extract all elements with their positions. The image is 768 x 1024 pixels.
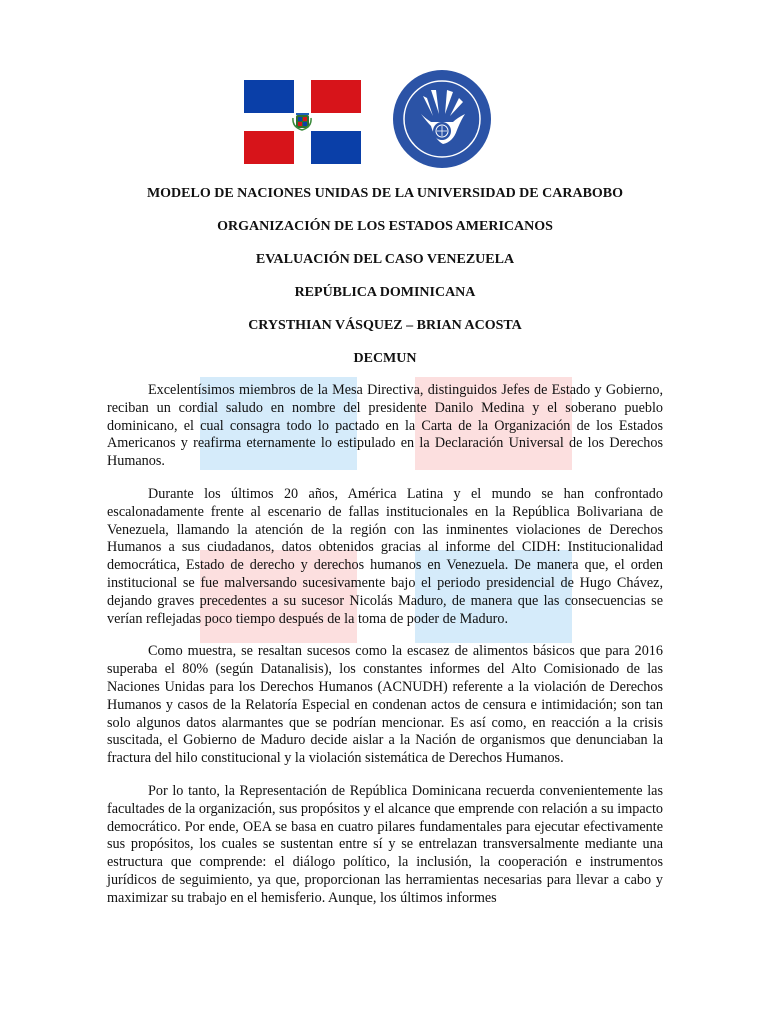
heading-model-un: MODELO DE NACIONES UNIDAS DE LA UNIVERSIDAD DE CARABOBO — [146, 186, 624, 201]
heading-case: EVALUACIÓN DEL CASO VENEZUELA — [255, 252, 515, 267]
paragraph-evidence: Como muestra, se resaltan sucesos como la escasez de alimentos básicos que para 2016 superaba el 80% (según Datanalisis), los constantes informes del Alto Comisionado de las Naciones Unidas para los Derechos Humanos (ACNUDH) referente a la violación de Derechos Humanos y casos de la Relatoría Especial en condenan actos de censura e intimidación; son tan solo algunos datos alarmantes que se podrían mencionar. Es así como, en reacción a la crisis suscitada, el Gobierno de Maduro decide aislar a la Nación de organismos que denunciaban la fractura del hilo constitucional y la violación sistemática de Derechos Humanos. — [107, 643, 663, 767]
heading-country: REPÚBLICA DOMINICANA — [294, 285, 476, 300]
paragraph-greeting: Excelentísimos miembros de la Mesa Directiva, distinguidos Jefes de Estado y Gobierno, reciban un cordial saludo en nombre del presidente Danilo Medina y el soberano pueblo dominicano, el cual consagra todo lo pactado en la Carta de la Organización de los Estados Americanos y reafirma eternamente lo estipulado en la Declaración Universal de los Derechos Humanos. — [107, 382, 663, 470]
heading-decmun: DECMUN — [353, 351, 417, 366]
header-logos — [0, 70, 768, 170]
dominican-flag-icon — [244, 80, 361, 164]
heading-organization: ORGANIZACIÓN DE LOS ESTADOS AMERICANOS — [217, 219, 553, 234]
oas-emblem-icon — [393, 70, 491, 168]
paragraph-position: Por lo tanto, la Representación de República Dominicana recuerda convenientemente las facultades de la organización, sus propósitos y el alcance que emprende con relación a su impacto democrático. Por ende, OEA se basa en cuatro pilares fundamentales para ejecutar efectivamente sus propósitos, los cuales se sustentan entre sí y se entrelazan transversalmente mediante una estructura que comprende: el diálogo político, la inclusión, la cooperación e instrumentos jurídicos de seguimiento, ya que, proporcionan las herramientas necesarias para llevar a cabo y maximizar su trabajo en el hemisferio. Aunque, los últimos informes — [107, 782, 663, 906]
paragraph-context: Durante los últimos 20 años, América Latina y el mundo se han confrontado escalonadamente frente al escenario de fallas institucionales en la República Bolivariana de Venezuela, llamando la atención de la región con las inminentes violaciones de Derechos Humanos a sus ciudadanos, datos obtenidos gracias al informe del CIDH: Institucionalidad democrática, Estado de derecho y derechos humanos en Venezuela. De manera que, el orden institucional se fue malversando sucesivamente bajo el periodo presidencial de Hugo Chávez, dejando graves precedentes a su sucesor Nicolás Maduro, de manera que las consecuencias se verían reflejadas poco tiempo después de la toma de poder de Maduro. — [107, 485, 663, 627]
document-body — [107, 180, 663, 923]
heading-delegates: CRYSTHIAN VÁSQUEZ – BRIAN ACOSTA — [248, 318, 522, 333]
